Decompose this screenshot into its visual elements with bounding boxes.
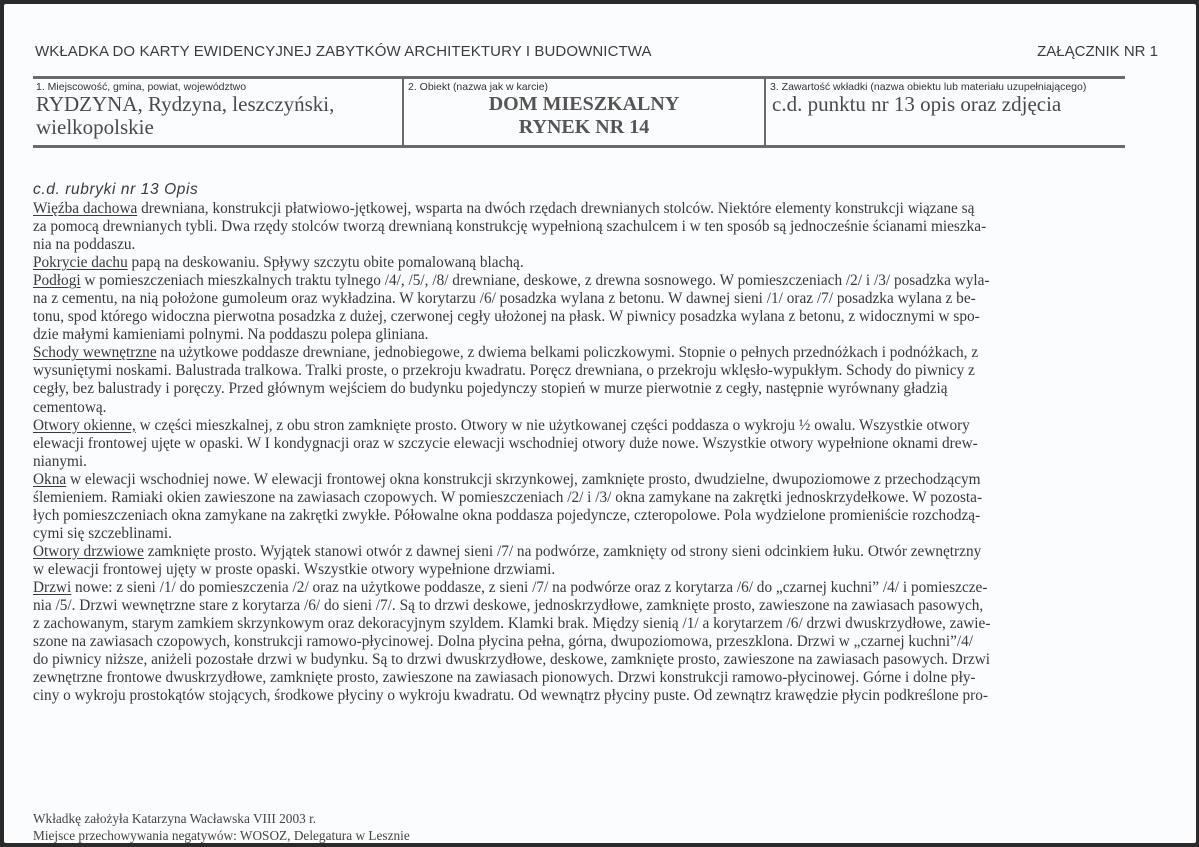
- description-body: [33, 180, 1123, 705]
- paragraph-stairs: [33, 344, 1123, 416]
- insert-contents-value: c.d. punktu nr 13 opis oraz zdjęcia: [772, 92, 1062, 116]
- paragraph-line: zamknięte prosto. Wyjątek stanowi otwór z dawnej sieni /7/ na podwórze, zamknięty od strony sieni odcinkiem łuku. Otwór zewnętrzny: [143, 542, 982, 560]
- location-value-line2: wielkopolskie: [36, 115, 154, 139]
- paragraph-line: dzie małymi kamieniami polnymi. Na poddaszu polepa gliniana.: [33, 326, 429, 344]
- paragraph-roof-truss: [33, 200, 1123, 254]
- insert-contents-label: 3. Zawartość wkładki (nazwa obiektu lub materiału uzupełniającego): [770, 81, 1087, 93]
- paragraph-lead: Okna: [33, 470, 67, 488]
- paragraph-lead: Pokrycie dachu: [33, 254, 128, 272]
- paragraph-lead: Schody wewnętrzne: [33, 344, 157, 362]
- insert-contents-field: [766, 79, 1125, 145]
- location-label: 1. Miejscowość, gmina, powiat, województwo: [36, 81, 247, 93]
- location-field: [33, 79, 402, 145]
- paragraph-window-openings: [33, 417, 1123, 471]
- paragraph-line: papą na deskowaniu. Spływy szczytu obite pomalowaną blachą.: [127, 254, 524, 272]
- paragraph-doors: [33, 579, 1123, 705]
- document-page: [4, 4, 1196, 843]
- paragraph-line: w elewacji frontowej ujęty w proste opaski. Wszystkie otwory wypełnione drzwiami.: [33, 560, 556, 578]
- paragraph-line: ślemieniem. Ramiaki okien zawieszone na zawiasach czopowych. W pomieszczeniach /2/ i /3/ okna zamykane na zakrętki jednoskrzydełkowe. W pozosta-: [33, 488, 983, 506]
- paragraph-windows: [33, 471, 1123, 543]
- paragraph-line: drewniana, konstrukcji płatwiowo-jętkowej, wsparta na dwóch rzędach drewnianych stolców. Niektóre elementy konstrukcji wiązane są: [137, 200, 975, 217]
- location-value-line1: RYDZYNA, Rydzyna, leszczyński,: [36, 92, 335, 116]
- paragraph-line: w części mieszkalnej, z obu stron zamknięte prosto. Otwory w nie użytkowanej części poddasza o wykroju ½ owalu. Wszystkie otwory: [135, 416, 970, 434]
- paragraph-line: cementową.: [33, 398, 107, 416]
- form-header-table: [33, 76, 1125, 148]
- paragraph-floors: [33, 272, 1123, 344]
- object-value-line2: RYNEK NR 14: [518, 116, 650, 138]
- paragraph-line: cegły, bez balustrady i poręczy. Przed głównym wejściem do budynku pojedynczy stopień w murze pierwotnie z cegły, następnie wyrównany gładzią: [33, 380, 948, 398]
- paragraph-line: elewacji frontowej ujęte w opaski. W I kondygnacji oraz w szczycie elewacji wschodniej otwory duże nowe. Wszystkie otwory wypełnione oknami drew-: [33, 434, 978, 452]
- paragraph-lead: Otwory drzwiowe: [33, 542, 144, 560]
- paragraph-line: w pomieszczeniach mieszkalnych traktu tylnego /4/, /5/, /8/ drewniane, deskowe, z drewna sosnowego. W pomieszczeniach /2/ i /3/ posadzka wyla-: [80, 272, 990, 290]
- paragraph-line: w elewacji wschodniej nowe. W elewacji frontowej okna konstrukcji skrzynkowej, zamknięte prosto, dwudzielne, dwupoziomowe z przechodzącym: [66, 470, 981, 488]
- document-title: WKŁADKA DO KARTY EWIDENCYJNEJ ZABYTKÓW ARCHITEKTURY I BUDOWNICTWA: [35, 43, 652, 60]
- paragraph-roof-covering: [33, 254, 1123, 272]
- paragraph-lead: Drzwi: [33, 578, 72, 596]
- object-value-line1: DOM MIESZKALNY: [488, 93, 680, 115]
- object-label: 2. Obiekt (nazwa jak w karcie): [408, 81, 549, 93]
- section-heading: c.d. rubryki nr 13 Opis: [33, 181, 199, 198]
- paragraph-line: tonu, spod którego widoczna pierwotna posadzka z dużej, czerwonej cegły ułożonej na płask. W piwnicy posadzka wylana z betonu, z widocznymi w spo-: [33, 308, 980, 326]
- paragraph-line: szone na zawiasach czopowych, konstrukcji ramowo-płycinowej. Dolna płycina pełna, górna, dwupoziomowa, przeszklona. Drzwi w „czarnej kuchni”/4/: [33, 633, 974, 651]
- paragraph-line: ciny o wykroju prostokątów stojących, środkowe płyciny o wykroju kwadratu. Od wewnątrz płyciny puste. Od zewnątrz krawędzie płycin podkreślone pro-: [33, 687, 988, 705]
- paragraph-line: do piwnicy niższe, aniżeli pozostałe drzwi w budynku. Są to drzwi dwuskrzydłowe, deskowe, zamknięte prosto, zawieszone na zawiasach pasowych. Drzwi: [33, 651, 991, 669]
- author-note: Wkładkę założyła Katarzyna Wacławska VIII 2003 r.: [33, 811, 317, 826]
- negatives-location-note: Miejsce przechowywania negatywów: WOSOZ, Delegatura w Lesznie: [33, 828, 410, 843]
- paragraph-line: za pomocą drewnianych tybli. Dwa rzędy stolców tworzą drewnianą konstrukcję wypełnioną szachulcem i w ten sposób są jednocześnie ścianami mieszka-: [33, 218, 987, 236]
- paragraph-door-openings: [33, 543, 1123, 579]
- paragraph-line: łych pomieszczeniach okna zamykane na zakrętki zwykłe. Półowalne okna poddasza pojedyncze, czteropolowe. Pola wydzielone promieniście rozchodzą-: [33, 506, 981, 524]
- paragraph-line: na użytkowe poddasze drewniane, jednobiegowe, z dwiema belkami policzkowymi. Stopnie o pełnych przednóżkach i podnóżkach, z: [156, 344, 979, 362]
- paragraph-line: z zachowanym, starym zamkiem skrzynkowym oraz dekoracyjnym szyldem. Klamki brak. Między sienią /1/ a korytarzem /6/ drzwi dwuskrzydłowe, zawie-: [33, 615, 991, 633]
- paragraph-line: cymi się szczeblinami.: [33, 524, 172, 542]
- paragraph-lead: Więźba dachowa: [33, 200, 138, 217]
- paragraph-lead: Otwory okienne,: [33, 416, 136, 434]
- paragraph-line: na z cementu, na nią położone gumoleum oraz wykładzina. W korytarzu /6/ posadzka wylana z betonu. W dawnej sieni /1/ oraz /7/ posadzka wylana z be-: [33, 290, 976, 308]
- attachment-number: ZAŁĄCZNIK NR 1: [1037, 43, 1158, 60]
- paragraph-line: zewnętrzne frontowe dwuskrzydłowe, zamknięte prosto, zawieszone na zawiasach pionowych. Drzwi konstrukcji ramowo-płycinowej. Górne i dolne pły-: [33, 669, 976, 687]
- object-field: [402, 79, 766, 145]
- paragraph-lead: Podłogi: [33, 272, 81, 290]
- paragraph-line: nia na poddaszu.: [33, 236, 136, 254]
- document-footer: [33, 810, 410, 844]
- paragraph-line: nowe: z sieni /1/ do pomieszczenia /2/ oraz na użytkowe poddasze, z sieni /7/ na podwórze oraz z korytarza /6/ do „czarnej kuchni” /4/ i pomieszcze-: [71, 578, 988, 596]
- paragraph-line: nia /5/. Drzwi wewnętrzne stare z korytarza /6/ do sieni /7/. Są to drzwi deskowe, jednoskrzydłowe, zamknięte prosto, zawieszone na zawiasach pasowych,: [33, 597, 984, 615]
- paragraph-line: nianymi.: [33, 452, 87, 470]
- paragraph-line: wysuniętymi noskami. Balustrada tralkowa. Tralki proste, o przekroju kwadratu. Poręcz drewniana, o przekroju wklęsło-wypukłym. Schody do piwnicy z: [33, 362, 975, 380]
